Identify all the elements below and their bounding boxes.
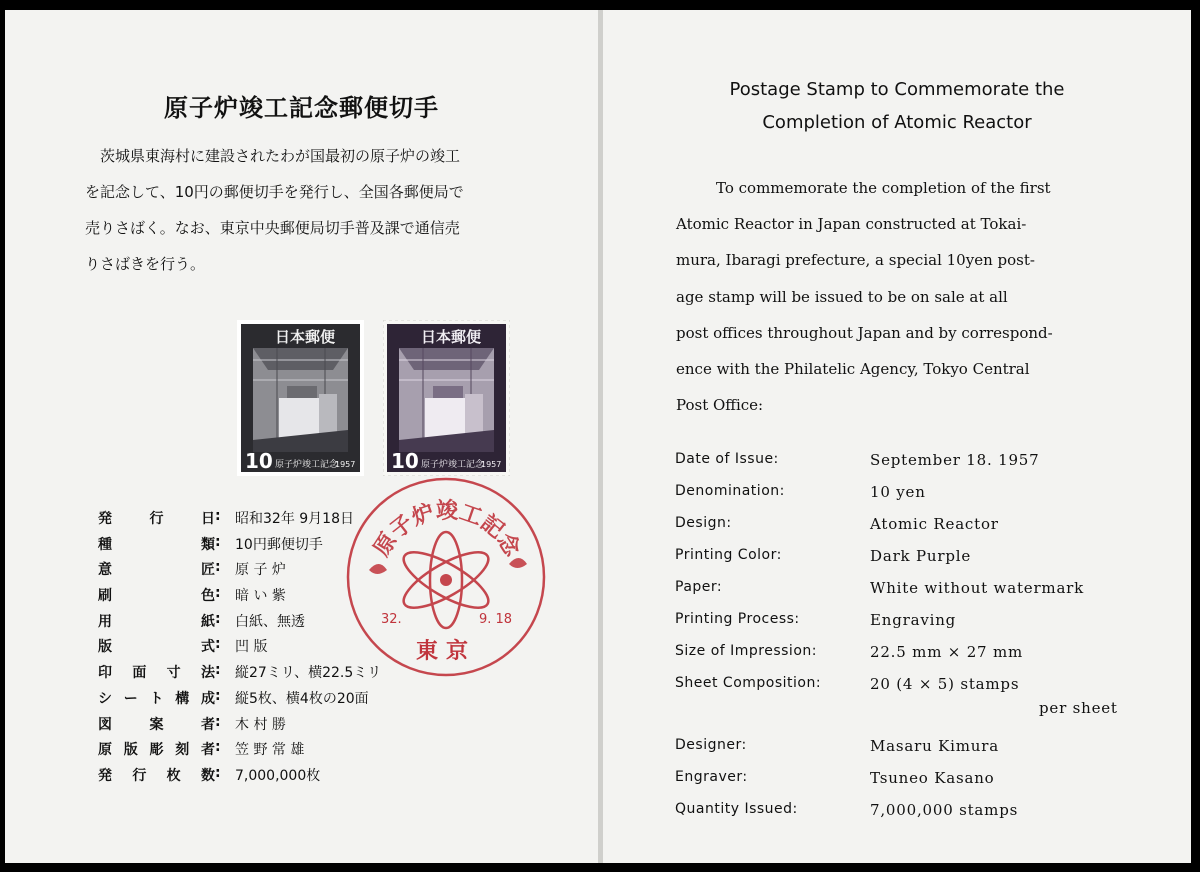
spec-value: September 18. 1957 bbox=[870, 451, 1040, 469]
spec-colon: : bbox=[215, 585, 221, 602]
spec-label: 印面寸法 bbox=[98, 665, 215, 682]
spec-row bbox=[675, 515, 1145, 547]
spec-row bbox=[675, 801, 1145, 833]
spec-label: Engraver: bbox=[675, 769, 748, 785]
paragraph-line: To commemorate the completion of the first bbox=[716, 179, 1051, 197]
spec-row bbox=[675, 483, 1145, 515]
paragraph-line: Post Office: bbox=[676, 396, 764, 415]
spec-colon: : bbox=[215, 739, 221, 756]
stamp-caption: 原子炉竣工記念 bbox=[275, 460, 339, 470]
spec-label: Designer: bbox=[675, 737, 747, 753]
paragraph-line: age stamp will be issued to be on sale at all bbox=[676, 287, 1008, 306]
stamp-image-left bbox=[237, 320, 364, 476]
spec-label: Printing Color: bbox=[675, 547, 782, 563]
spec-value: per sheet bbox=[1039, 699, 1118, 717]
spec-value: 7,000,000 stamps bbox=[870, 801, 1019, 819]
spec-value: 白紙、無透 bbox=[235, 613, 305, 630]
spec-label: 原版彫刻者 bbox=[98, 742, 215, 759]
spec-label: 版式 bbox=[98, 639, 215, 656]
spec-value: 10 yen bbox=[870, 483, 926, 501]
stamp-denomination: 10 bbox=[245, 449, 273, 473]
spec-label: Paper: bbox=[675, 579, 723, 595]
spec-label: 発行枚数 bbox=[98, 767, 215, 784]
spec-label: Sheet Composition: bbox=[675, 675, 822, 691]
stamp-caption: 原子炉竣工記念 bbox=[421, 460, 485, 470]
spec-value: Tsuneo Kasano bbox=[870, 769, 995, 787]
english-title-line-1: Postage Stamp to Commemorate the bbox=[729, 79, 1065, 100]
spec-value: 凹 版 bbox=[235, 639, 268, 656]
spec-colon: : bbox=[215, 533, 221, 550]
right-page bbox=[603, 10, 1191, 863]
english-title bbox=[603, 73, 1191, 139]
spec-value: 木 村 勝 bbox=[235, 716, 286, 733]
spec-value: 原 子 炉 bbox=[235, 562, 286, 579]
spec-value: 7,000,000枚 bbox=[235, 767, 321, 784]
stamp-image-right bbox=[383, 320, 510, 476]
spec-row bbox=[675, 737, 1145, 769]
spec-value: White without watermark bbox=[870, 579, 1085, 597]
spec-value: Engraving bbox=[870, 611, 957, 629]
spec-colon: : bbox=[215, 559, 221, 576]
stamp-country-text: 日本郵便 bbox=[275, 328, 336, 346]
paragraph-line: を記念して、10円の郵便切手を発行し、全国各郵便局で bbox=[85, 183, 464, 201]
spec-row-continuation bbox=[675, 699, 1145, 737]
paragraph-line: mura, Ibaragi prefecture, a special 10yen post- bbox=[676, 251, 1035, 270]
spec-label: 発行日 bbox=[98, 511, 215, 527]
spec-colon: : bbox=[215, 662, 221, 679]
stamp-denomination: 10 bbox=[391, 449, 419, 473]
spec-row bbox=[675, 611, 1145, 643]
spec-label: シート構成 bbox=[98, 690, 215, 707]
spec-label: 用紙 bbox=[98, 613, 215, 630]
paragraph-line: post offices throughout Japan and by correspond- bbox=[676, 323, 1053, 342]
spec-row bbox=[675, 579, 1145, 611]
spec-value: 22.5 mm × 27 mm bbox=[870, 643, 1024, 661]
stamp-art bbox=[237, 320, 364, 476]
spec-value: 縦5枚、横4枚の20面 bbox=[235, 690, 369, 707]
stamp-country-text: 日本郵便 bbox=[421, 328, 482, 346]
postmark-date-right: 9. 18 bbox=[479, 612, 513, 627]
spec-row bbox=[675, 451, 1145, 483]
spec-label: 意匠 bbox=[98, 562, 215, 579]
postmark-seal bbox=[341, 472, 551, 682]
spec-label: Denomination: bbox=[675, 483, 785, 499]
spec-label: Quantity Issued: bbox=[675, 801, 798, 817]
spec-colon: : bbox=[215, 713, 221, 730]
spec-value: Dark Purple bbox=[870, 547, 971, 565]
postmark-date-left: 32. bbox=[381, 612, 402, 627]
english-spec-table bbox=[675, 451, 1145, 833]
spec-value: 暗 い 紫 bbox=[235, 588, 286, 605]
spec-colon: : bbox=[215, 508, 221, 524]
spec-value: 20 (4 × 5) stamps bbox=[870, 675, 1020, 693]
paragraph-line: Atomic Reactor in Japan constructed at Tokai- bbox=[676, 215, 1027, 234]
left-page bbox=[5, 10, 598, 863]
english-title-line-2: Completion of Atomic Reactor bbox=[762, 112, 1032, 133]
spec-label: Size of Impression: bbox=[675, 643, 817, 659]
japanese-title: 原子炉竣工記念郵便切手 bbox=[164, 94, 439, 122]
spec-colon: : bbox=[215, 687, 221, 704]
spec-value: 10円郵便切手 bbox=[235, 536, 323, 553]
stamp-year: 1957 bbox=[335, 460, 356, 469]
paragraph-line: 売りさばく。なお、東京中央郵便局切手普及課で通信売 bbox=[85, 219, 460, 237]
spec-value: Atomic Reactor bbox=[870, 515, 999, 533]
spec-colon: : bbox=[215, 764, 221, 781]
spec-value: 昭和32年 9月18日 bbox=[235, 511, 354, 527]
commemorative-postmark bbox=[341, 472, 551, 682]
spec-value: 縦27ミリ、横22.5ミリ bbox=[235, 665, 382, 682]
paragraph-line: 茨城県東海村に建設されたわが国最初の原子炉の竣工 bbox=[100, 147, 461, 165]
spec-label: Design: bbox=[675, 515, 732, 531]
spec-row bbox=[675, 547, 1145, 579]
spec-label: 図案者 bbox=[98, 716, 215, 733]
spec-value: Masaru Kimura bbox=[870, 737, 999, 755]
japanese-paragraph bbox=[85, 138, 545, 282]
spec-label: 刷色 bbox=[98, 588, 215, 605]
spec-value: 笠 野 常 雄 bbox=[235, 742, 305, 759]
spec-row bbox=[675, 643, 1145, 675]
spec-colon: : bbox=[215, 610, 221, 627]
spec-label: Date of Issue: bbox=[675, 451, 779, 467]
postmark-arc-text bbox=[369, 498, 526, 562]
spec-colon: : bbox=[215, 636, 221, 653]
postmark-arc-path: 原子炉竣工記念 bbox=[369, 499, 525, 561]
english-paragraph bbox=[676, 170, 1121, 423]
spec-label: Printing Process: bbox=[675, 611, 800, 627]
paragraph-line: りさばきを行う。 bbox=[85, 255, 206, 273]
stamp-art bbox=[383, 320, 510, 476]
spec-label: 種類 bbox=[98, 536, 215, 553]
stamp-year: 1957 bbox=[481, 460, 502, 469]
paragraph-line: ence with the Philatelic Agency, Tokyo Central bbox=[676, 360, 1030, 379]
postmark-city: 東京 bbox=[415, 639, 477, 664]
spec-row bbox=[675, 769, 1145, 801]
